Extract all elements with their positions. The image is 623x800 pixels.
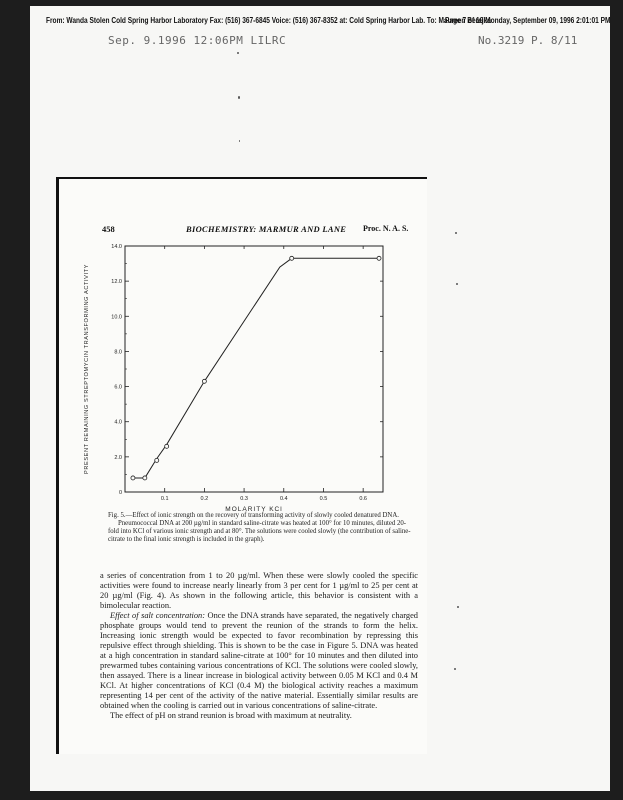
y-axis-ticks	[111, 244, 383, 496]
y-axis-label: PRESENT REMAINING STREPTOMYCIN TRANSFORMING ACTIVITY	[84, 264, 90, 474]
y-tick-label: 12.0	[111, 279, 122, 286]
scan-speck	[455, 232, 457, 234]
fax-header-sender: From: Wanda Stolen Cold Spring Harbor Laboratory Fax: (516) 367-6845 Voice: (516) 367-8352 at: Cold Spring Harbor Lab. To: Maureen Berejka	[46, 16, 491, 25]
data-point	[143, 476, 147, 480]
y-tick-label: 6.0	[114, 384, 122, 391]
data-point	[131, 476, 135, 480]
paragraph-concentration: a series of concentration from 1 to 20 µg/ml. When these were slowly cooled the specific activities were found to increase nearly linearly from 3 per cent for 1 µg/ml to 25 per cent at 20 µg/ml (Fig. 4). As shown in the following article, this behavior is consistent with a bimolecular reaction.	[100, 571, 418, 610]
scan-speck	[456, 283, 458, 285]
fax-header-page-info: Page 7 of 10 Monday, September 09, 1996 2:01:01 PM	[445, 16, 611, 25]
paragraph-ph: The effect of pH on strand reunion is broad with maximum at neutrality.	[110, 711, 352, 720]
section-heading: Effect of salt concentration:	[110, 611, 206, 620]
y-tick-label: 14.0	[111, 244, 122, 250]
article-body	[100, 571, 418, 721]
x-tick-label: 0.1	[160, 496, 169, 502]
x-tick-label: 0.5	[319, 496, 328, 502]
x-tick-label: 0.2	[200, 496, 209, 502]
x-tick-label: 0.4	[279, 496, 288, 502]
journal-page-number: 458	[102, 224, 115, 234]
data-point	[165, 444, 169, 448]
kcl-activity-chart	[78, 236, 408, 516]
scan-speck	[457, 606, 459, 608]
y-tick-label: 4.0	[114, 419, 122, 426]
chart-axes	[125, 246, 383, 492]
paragraph-salt-text: Once the DNA strands have separated, the negatively charged phosphate groups would tend to prevent the reunion of the strands to form the helix. Increasing ionic strength would be expected to favor recombination by repressing this repulsive effect through shielding. This is shown to be the case in Figure 5. DNA was heated at a high concentration in standard saline-citrate at 100° for 10 minutes and then diluted into prewarmed tubes containing various concentrations of KCl. The solutions were cooled slowly, then assayed. There is a linear increase in biological activity between 0.05 M KCl and 0.4 M KCl. At higher concentrations of KCl (0.4 M) the biological activity reaches a maximum representing 14 per cent of the activity of the native material. Essentially similar results are obtained when the cooling is carried out in various concentrations of saline-citrate.	[100, 611, 418, 710]
y-tick-label: 2.0	[114, 454, 122, 461]
fax-timestamp: Sep. 9.1996 12:06PM LILRC	[108, 34, 287, 47]
scan-speck	[237, 52, 239, 54]
y-tick-label: 0	[118, 490, 122, 496]
x-axis-label: MOLARITY KCl	[225, 506, 283, 513]
data-point	[155, 458, 159, 462]
y-tick-label: 8.0	[114, 349, 122, 356]
journal-reference: Proc. N. A. S.	[363, 224, 409, 233]
plot-frame	[125, 246, 383, 492]
scan-speck	[454, 668, 456, 670]
x-tick-label: 0.6	[359, 496, 367, 502]
data-point	[377, 256, 381, 260]
caption-methods: Pneumococcal DNA at 200 µg/ml in standard saline-citrate was heated at 100° for 10 minutes, diluted 20-fold into KCl of various ionic strength and at 80°. The solutions were cooled slowly (the contribution of saline-citrate to the final ionic strength is included in the graph).	[108, 520, 411, 543]
y-tick-label: 10.0	[111, 314, 122, 321]
x-axis-ticks	[161, 246, 367, 502]
x-tick-label: 0.3	[240, 496, 248, 502]
paragraph-salt	[100, 611, 418, 711]
caption-title: Fig. 5.—Effect of ionic strength on the recovery of transforming activity of slowly cooled denatured DNA.	[108, 512, 399, 519]
data-points	[131, 256, 381, 480]
scan-speck	[238, 96, 240, 99]
figure-caption	[108, 512, 412, 544]
data-point	[202, 379, 206, 383]
scan-speck	[239, 140, 240, 142]
activity-curve	[133, 258, 379, 478]
fax-page-stamp: No.3219 P. 8/11	[478, 34, 578, 47]
journal-running-title: BIOCHEMISTRY: MARMUR AND LANE	[186, 224, 347, 234]
data-point	[290, 256, 294, 260]
